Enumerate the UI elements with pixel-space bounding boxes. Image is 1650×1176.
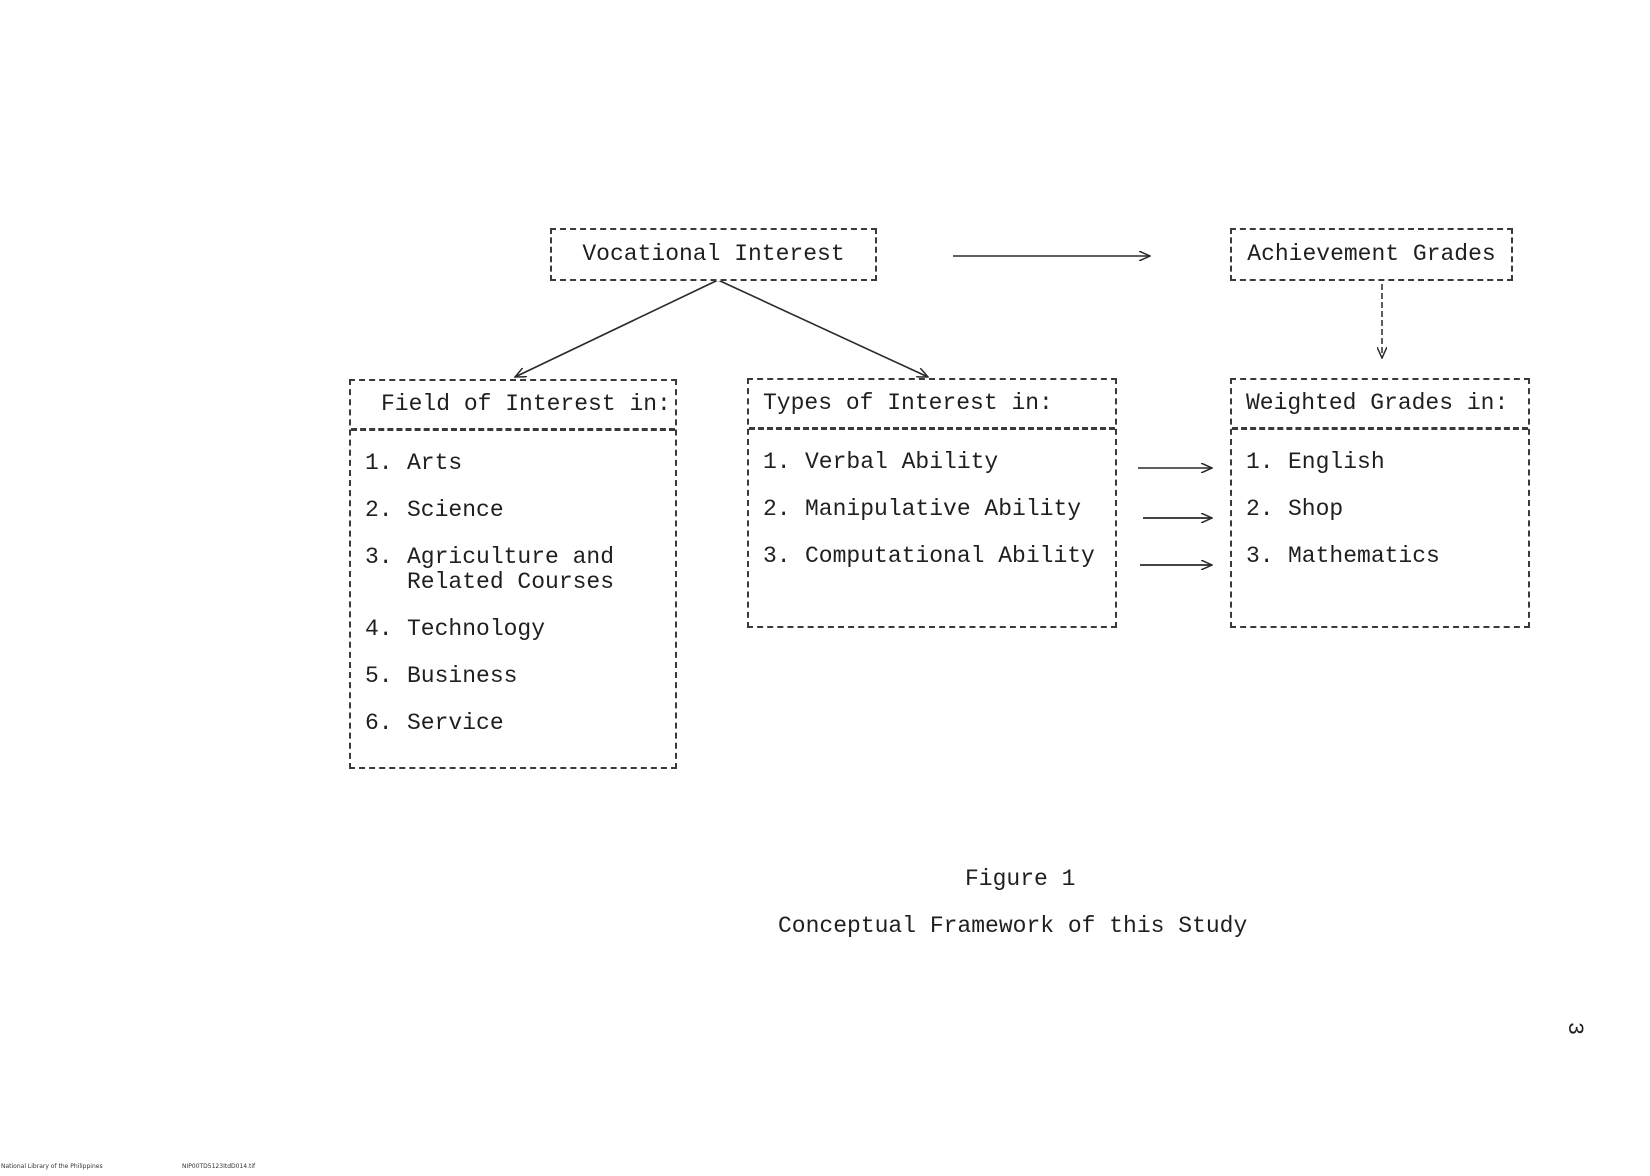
field-of-interest-box <box>349 379 677 769</box>
types-of-interest-title: Types of Interest in: <box>763 390 1053 416</box>
figure-label: Figure 1 <box>965 866 1076 892</box>
list-item: 2. Shop <box>1246 496 1344 522</box>
arrow-vocational-to-field <box>515 280 718 377</box>
page-number: 3 <box>1562 1021 1588 1036</box>
footer-file: NIP00TD5123ItdD014.tif <box>182 1163 256 1170</box>
list-item: 1. Arts <box>365 450 463 476</box>
field-of-interest-list <box>351 431 675 736</box>
list-item: 3. Mathematics <box>1246 543 1440 569</box>
list-item: 1. English <box>1246 449 1385 475</box>
footer-library: National Library of the Philippines <box>1 1163 103 1170</box>
list-item: 5. Business <box>365 663 518 689</box>
list-item: 2. Manipulative Ability <box>763 496 1082 522</box>
list-item: 6. Service <box>365 710 504 736</box>
figure-title: Conceptual Framework of this Study <box>778 913 1248 939</box>
arrow-vocational-to-types <box>718 280 928 377</box>
types-of-interest-list <box>749 430 1115 569</box>
list-item: 3. Computational Ability <box>763 543 1095 569</box>
achievement-grades-box <box>1230 228 1513 281</box>
list-item: 4. Technology <box>365 616 546 642</box>
vocational-interest-box <box>550 228 877 281</box>
achievement-grades-title: Achievement Grades <box>1247 241 1496 267</box>
field-of-interest-title: Field of Interest in: <box>381 391 671 417</box>
vocational-interest-title: Vocational Interest <box>582 241 845 267</box>
weighted-grades-box <box>1230 378 1530 628</box>
list-item: 3. Agriculture and Related Courses <box>365 544 615 595</box>
list-item: 2. Science <box>365 497 504 523</box>
weighted-grades-list <box>1232 430 1528 569</box>
list-item: 1. Verbal Ability <box>763 449 999 475</box>
types-of-interest-box <box>747 378 1117 628</box>
weighted-grades-title: Weighted Grades in: <box>1246 390 1509 416</box>
